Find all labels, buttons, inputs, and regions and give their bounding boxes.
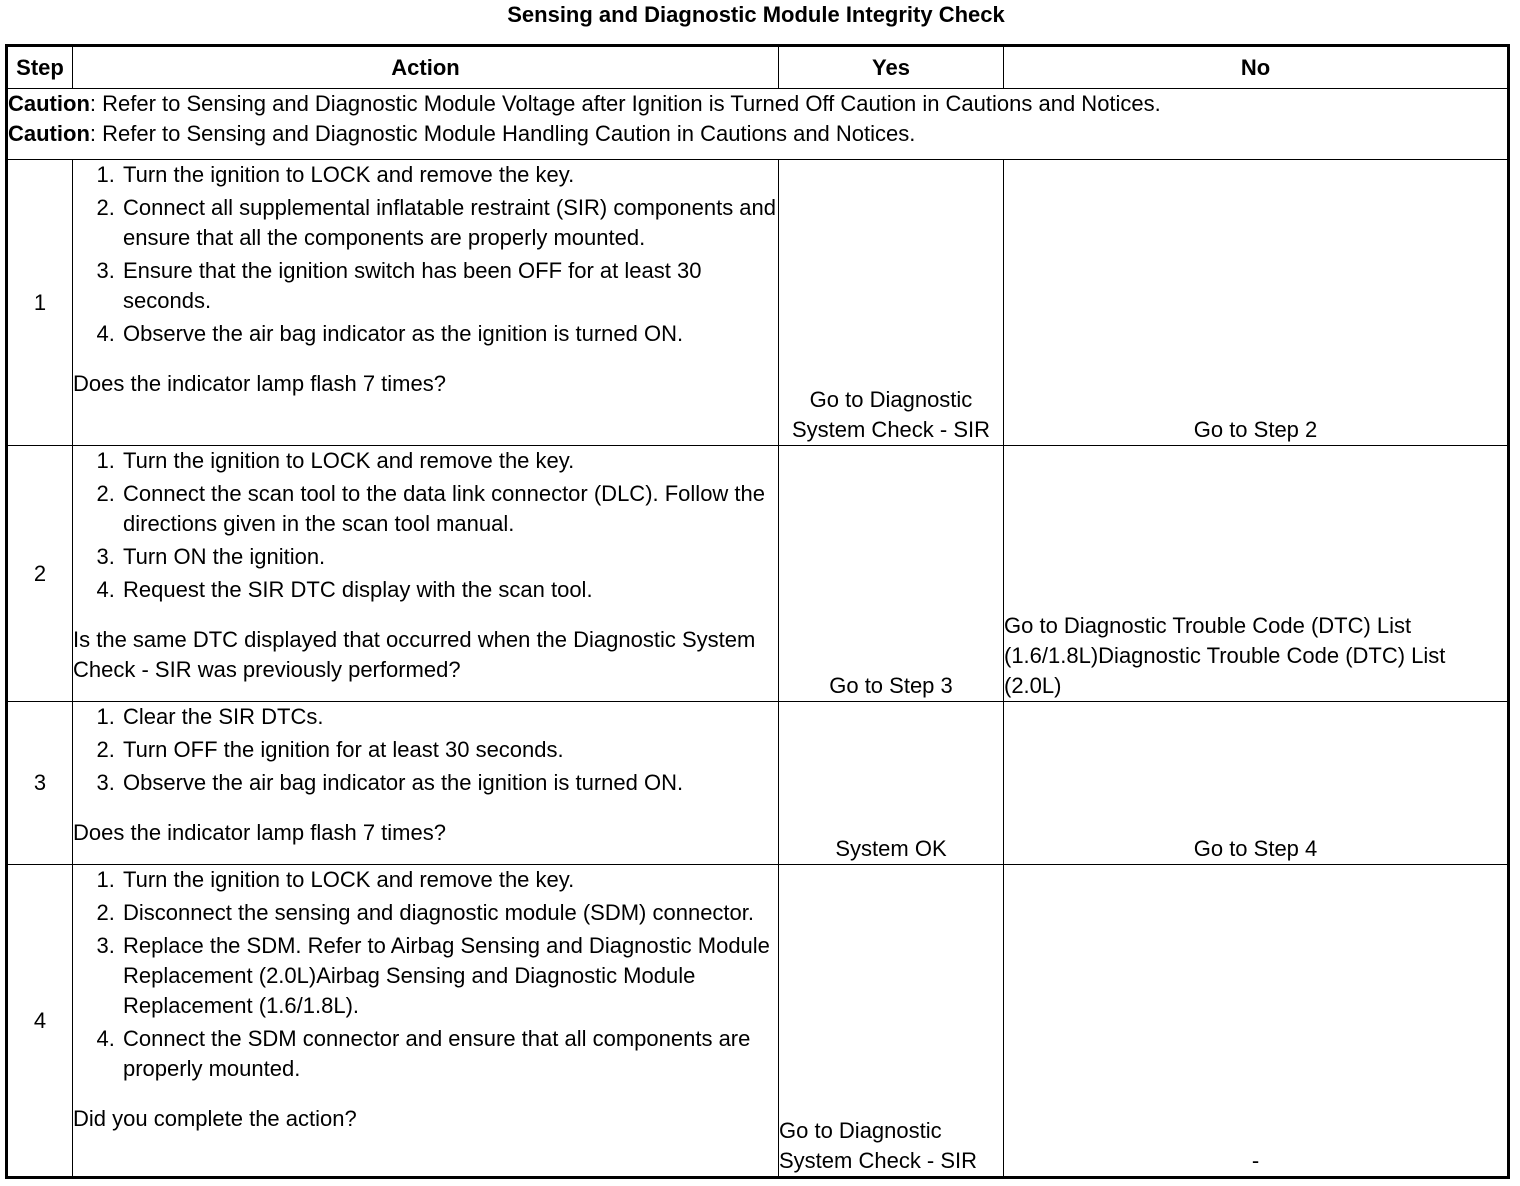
caution-text: : Refer to Sensing and Diagnostic Module Handling Caution in Cautions and Notices. [89,121,916,146]
step-question: Does the indicator lamp flash 7 times? [73,371,446,396]
page-title: Sensing and Diagnostic Module Integrity Check [507,2,1005,27]
step-row-2 [7,446,1509,702]
yes-cell: Go to Step 3 [779,446,1004,702]
action-list [73,160,778,349]
caution-line-1 [8,89,1507,119]
caution-line-2 [8,119,1507,149]
step-question: Did you complete the action? [73,1106,357,1131]
yes-cell: Go to Diagnostic System Check - SIR [779,160,1004,446]
action-list [73,446,778,605]
action-cell [73,702,779,865]
caution-label: Caution [8,121,90,146]
action-cell [73,446,779,702]
action-item: 1. Turn the ignition to LOCK and remove the key. [121,160,778,190]
action-item: 2. Disconnect the sensing and diagnostic module (SDM) connector. [121,898,778,928]
action-item: 2. Connect all supplemental inflatable restraint (SIR) components and ensure that all the components are properly mounted. [121,193,778,253]
header-no: No [1004,46,1509,89]
action-item: 2. Turn OFF the ignition for at least 30 seconds. [121,735,778,765]
no-cell: Go to Step 4 [1004,702,1509,865]
no-cell: Go to Diagnostic Trouble Code (DTC) List (1.6/1.8L)Diagnostic Trouble Code (DTC) List (2.0L) [1004,446,1509,702]
action-item: 1. Clear the SIR DTCs. [121,702,778,732]
step-question: Does the indicator lamp flash 7 times? [73,820,446,845]
step-number: 4 [7,865,73,1178]
action-list [73,865,778,1084]
action-cell [73,160,779,446]
no-cell: Go to Step 2 [1004,160,1509,446]
integrity-check-table [5,44,1510,1179]
action-item: 2. Connect the scan tool to the data link connector (DLC). Follow the directions given in the scan tool manual. [121,479,778,539]
caution-cell [7,89,1509,160]
action-item: 4. Request the SIR DTC display with the scan tool. [121,575,778,605]
step-question: Is the same DTC displayed that occurred when the Diagnostic System Check - SIR was previously performed? [73,627,756,682]
step-row-3 [7,702,1509,865]
header-step: Step [7,46,73,89]
action-item: 3. Replace the SDM. Refer to Airbag Sensing and Diagnostic Module Replacement (2.0L)Airbag Sensing and Diagnostic Module Replacement (1.6/1.8L). [121,931,778,1021]
header-action: Action [73,46,779,89]
caution-label: Caution [8,91,90,116]
caution-row [7,89,1509,160]
yes-cell: System OK [779,702,1004,865]
action-list [73,702,778,798]
header-yes: Yes [779,46,1004,89]
action-item: 1. Turn the ignition to LOCK and remove the key. [121,446,778,476]
header-row [7,46,1509,89]
action-item: 3. Ensure that the ignition switch has been OFF for at least 30 seconds. [121,256,778,316]
action-item: 3. Turn ON the ignition. [121,542,778,572]
step-number: 2 [7,446,73,702]
action-item: 3. Observe the air bag indicator as the ignition is turned ON. [121,768,778,798]
action-cell [73,865,779,1178]
step-row-1 [7,160,1509,446]
action-item: 4. Observe the air bag indicator as the ignition is turned ON. [121,319,778,349]
yes-cell: Go to Diagnostic System Check - SIR [779,865,1004,1178]
action-item: 4. Connect the SDM connector and ensure that all components are properly mounted. [121,1024,778,1084]
step-row-4 [7,865,1509,1178]
no-cell: - [1004,865,1509,1178]
action-item: 1. Turn the ignition to LOCK and remove the key. [121,865,778,895]
step-number: 1 [7,160,73,446]
step-number: 3 [7,702,73,865]
caution-text: : Refer to Sensing and Diagnostic Module Voltage after Ignition is Turned Off Caution in Cautions and Notices. [89,91,1161,116]
